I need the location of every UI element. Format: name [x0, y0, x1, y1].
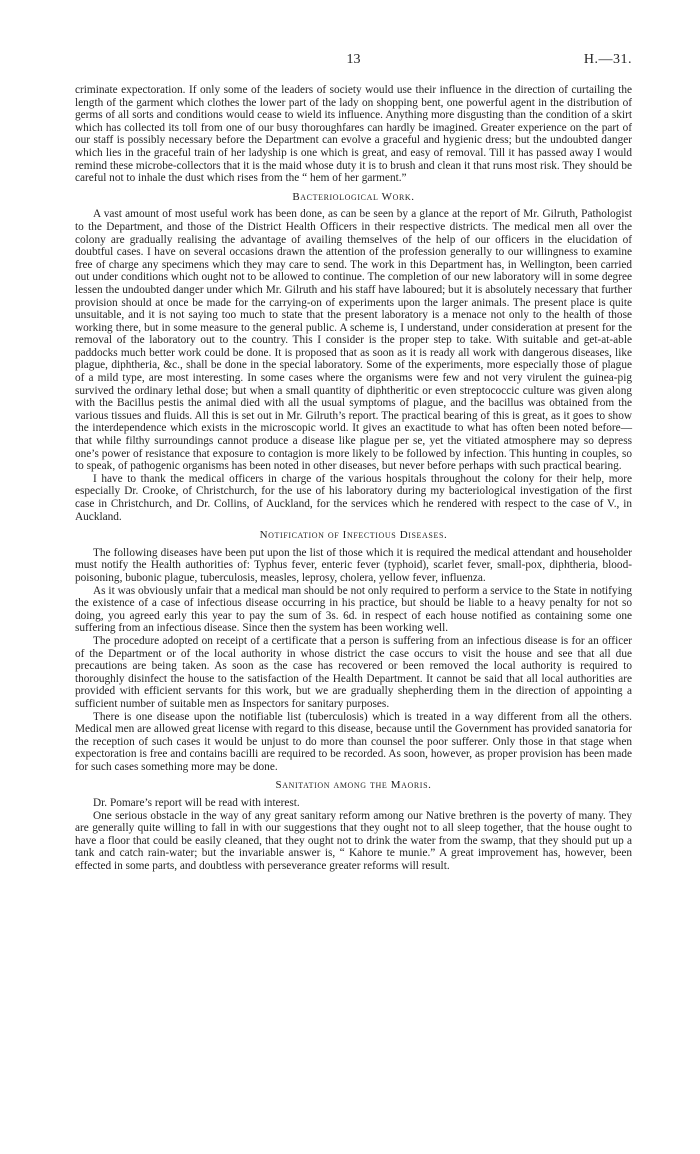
paragraph: The following diseases have been put upon the list of those which it is required the medical attendant and householder must notify the Health authorities of: Typhus fever, enteric fever (typhoid), scarlet fever, small-pox, diphtheria, blood-poisoning, bubonic plague, tuberculosis, measles, leprosy, cholera, yellow fever, influenza. [75, 546, 632, 584]
section-heading: Sanitation among the Maoris. [275, 779, 432, 792]
section-bacteriological-work [75, 191, 632, 523]
paragraph: There is one disease upon the notifiable list (tuberculosis) which is treated in a way different from all the others. Medical men are allowed great license with regard to this disease, because until the Government has provided sanatoria for the reception of such cases it would be unjust to do more than counsel the poor sufferer. Only those in that stage when expectoration is free and contains bacilli are required to be recorded. As soon, however, as proper provision has been made for such cases something more may be done. [75, 710, 632, 773]
paragraph: The procedure adopted on receipt of a certificate that a person is suffering from an infectious disease is for an officer of the Department or of the local authority in whose district the case occurs to visit the house and see that all due precautions are being taken. As soon as the case has recovered or been removed the local authority is required to thoroughly disinfect the house to the satisfaction of the Health Department. It cannot be said that all local authorities are provided with efficient servants for this work, but we are gradually shepherding them in the direction of appointing a sufficient number of suitable men as Inspectors for sanitary purposes. [75, 634, 632, 710]
page-header [75, 54, 632, 70]
paragraph: criminate expectoration. If only some of the leaders of society would use their influence in the direction of curtailing the length of the garment which clothes the lower part of the lady on shopping bent, one powerful agent in the distribution of germs of all sorts and conditions would cease to wield its influence. Anything more disgusting than the condition of a skirt which has collected its toll from one of our busy thoroughfares can hardly be imagined. Greater experience on the part of our staff is possibly necessary before the Department can evolve a graceful and hygienic dress; but the undoubted danger which lies in the graceful train of her ladyship is one which is great, and easy of removal. Till it has passed away I would remind these microbe-collectors that it is the maid whose duty it is to brush and clean it that runs most risk. They should be careful not to inhale the dust which rises from the “ hem of her garment.” [75, 84, 633, 185]
paragraph: One serious obstacle in the way of any great sanitary reform among our Native brethren is the poverty of many. They are generally quite willing to fall in with our suggestions that they ought not to all sleep together, that the house ought to have a floor that could be easily cleaned, that they ought not to drink the water from the swamp, that they should put up a tank and catch rain-water; but the invariable answer is, “ Kahore te munie.” A great improvement has, however, been effected in some parts, and doubtless with perseverance greater reforms will result. [75, 809, 632, 873]
document-body [75, 84, 632, 873]
paragraph: A vast amount of most useful work has been done, as can be seen by a glance at the report of Mr. Gilruth, Pathologist to the Department, and those of the District Health Officers in their respective districts. The medical men all over the colony are gradually realising the advantage of availing themselves of the help of our officers in the elucidation of doubtful cases. I have on several occasions drawn the attention of the profession generally to our willingness to examine free of charge any specimens which they may care to send. The work in this Department has, in Wellington, been carried out under conditions which ought not to be allowed to continue. The completion of our new laboratory will in some degree lessen the undoubted danger under which Mr. Gilruth and his staff have laboured; but it is absolutely necessary that further provision should at once be made for the carrying-on of experiments upon the larger animals. The present place is quite unsuitable, and it is not saying too much to state that the present laboratory is a menace not only to the health of those working there, but in some measure to the general public. A scheme is, I understand, under consideration at present for the removal of the laboratory out to the country. This I consider is the proper step to take. With suitable and get-at-able paddocks much better work could be done. It is proposed that as soon as it is ready all work with dangerous diseases, like plague, diphtheria, &c., shall be done in the special laboratory. Some of the experiments, more especially those of plague of a mild type, are most interesting. In some cases where the organisms were few and not very virulent the guinea-pig survived the ordinary lethal dose; but when a small quantity of diphtheritic or even streptococcic culture was given along with the Bacillus pestis the animal died with all the usual symptoms of plague, and the bacillus was obtained from the various tissues and fluids. All this is set out in Mr. Gilruth’s report. The practical bearing of this is great, as it goes to show the interdependence which exists in the microscopic world. It gives an exactitude to what has often been noted before—that while filthy surroundings cannot produce a disease like plague per se, yet the vitiated atmosphere may so depress one’s power of resistance that exposure to contagion is more likely to be followed by infection. This hunting in couples, so to speak, of pathogenic organisms has been noted in other diseases, but never before perhaps with such practical bearing. [75, 208, 632, 473]
paragraph: I have to thank the medical officers in charge of the various hospitals throughout the colony for their help, more especially Dr. Crooke, of Christchurch, for the use of his laboratory during my bacteriological investigation of the first case in Christchurch, and Dr. Collins, of Auckland, for the services which he rendered with respect to the case of V., in Auckland. [75, 472, 632, 523]
page-number: 13 [346, 52, 361, 67]
section-heading: Bacteriological Work. [292, 190, 415, 203]
paragraph: Dr. Pomare’s report will be read with interest. [93, 797, 300, 810]
section-heading: Notification of Infectious Diseases. [259, 529, 448, 542]
document-reference: H.—31. [583, 52, 632, 67]
section-notification-of-infectious-diseases [75, 529, 632, 773]
section-sanitation-among-the-maoris [75, 779, 632, 872]
paragraph: As it was obviously unfair that a medical man should be not only required to perform a service to the State in notifying the existence of a case of infectious disease occurring in his practice, but should be liable to a heavy penalty for not so doing, you agreed early this year to pay the sum of 3s. 6d. in respect of each house notified as containing some one suffering from an infectious disease. Since then the system has been working well. [75, 584, 632, 635]
section-continuation [75, 84, 632, 185]
